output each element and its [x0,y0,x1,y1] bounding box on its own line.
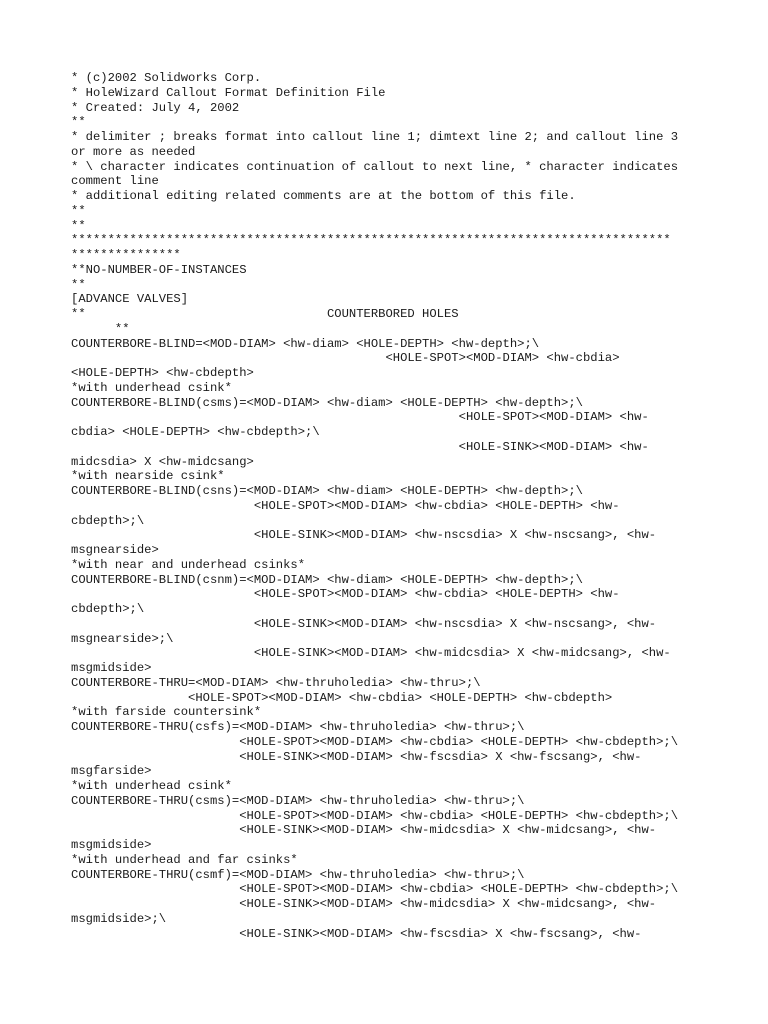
text-line: COUNTERBORE-BLIND(csms)=<MOD-DIAM> <hw-diam> <HOLE-DEPTH> <hw-depth>;\ [71,395,583,410]
text-line: cbdepth>;\ [71,602,145,616]
text-line: COUNTERBORE-BLIND(csnm)=<MOD-DIAM> <hw-diam> <HOLE-DEPTH> <hw-depth>;\ [71,572,583,587]
text-line: msgmidside> [71,661,152,675]
text-line: <HOLE-SPOT><MOD-DIAM> <hw-cbdia> <HOLE-DEPTH> <hw- [71,587,620,602]
text-line: <HOLE-SPOT><MOD-DIAM> <hw-cbdia> <HOLE-DEPTH> <hw-cbdepth>;\ [71,882,679,897]
text-line: <HOLE-SPOT><MOD-DIAM> <hw-cbdia> <HOLE-DEPTH> <hw-cbdepth> [71,690,613,705]
text-line: *************** [71,248,181,262]
text-line: ** [71,115,86,130]
text-line: ** [71,321,130,336]
text-line: *with nearside csink* [71,469,225,484]
text-line: *with underhead and far csinks* [71,852,298,867]
text-line: ********************************************************************************** [71,233,671,248]
text-line: midcsdia> X <hw-midcsang> [71,454,254,469]
text-line: or more as needed [71,144,196,159]
text-line: <HOLE-SINK><MOD-DIAM> <hw-fscsdia> X <hw-fscsang>, <hw- [71,926,642,941]
text-line: msgnearside>;\ [71,631,174,646]
text-line: cbdia> <HOLE-DEPTH> <hw-cbdepth>;\ [71,425,320,439]
text-line: COUNTERBORE-THRU=<MOD-DIAM> <hw-thruholedia> <hw-thru>;\ [71,675,481,690]
text-line: COUNTERBORE-THRU(csfs)=<MOD-DIAM> <hw-thruholedia> <hw-thru>;\ [71,720,525,734]
text-line: ** [71,218,86,233]
text-line: comment line [71,174,159,189]
text-line: <HOLE-SPOT><MOD-DIAM> <hw-cbdia> <HOLE-DEPTH> <hw- [71,498,620,513]
text-line: <HOLE-SINK><MOD-DIAM> <hw-nscsdia> X <hw-nscsang>, <hw- [71,528,657,543]
text-line: [ADVANCE VALVES] [71,292,189,307]
text-line: <HOLE-SINK><MOD-DIAM> <hw-nscsdia> X <hw-nscsang>, <hw- [71,616,657,631]
text-line: *with farside countersink* [71,705,262,720]
text-line: * HoleWizard Callout Format Definition File [71,85,386,100]
text-line: * \ character indicates continuation of callout to next line, * character indicates [71,159,679,174]
text-line: <HOLE-SINK><MOD-DIAM> <hw-midcsdia> X <hw-midcsang>, <hw- [71,823,657,838]
text-line: COUNTERBORE-BLIND(csns)=<MOD-DIAM> <hw-diam> <HOLE-DEPTH> <hw-depth>;\ [71,484,583,498]
text-line: * Created: July 4, 2002 [71,100,240,115]
text-line: <HOLE-SINK><MOD-DIAM> <hw-fscsdia> X <hw-fscsang>, <hw- [71,749,642,764]
text-line: **NO-NUMBER-OF-INSTANCES [71,262,247,277]
text-line: ** [71,203,86,218]
text-line: <HOLE-SPOT><MOD-DIAM> <hw-cbdia> <HOLE-DEPTH> <hw-cbdepth>;\ [71,734,679,749]
text-line: msgfarside> [71,764,152,779]
text-line: cbdepth>;\ [71,513,145,528]
text-line: <HOLE-SPOT><MOD-DIAM> <hw-cbdia> <HOLE-DEPTH> <hw-cbdepth>;\ [71,808,679,823]
text-line: COUNTERBORE-THRU(csms)=<MOD-DIAM> <hw-thruholedia> <hw-thru>;\ [71,793,525,808]
text-line: <HOLE-DEPTH> <hw-cbdepth> [71,366,254,380]
text-line: *with underhead csink* [71,779,232,793]
text-line: COUNTERBORE-THRU(csmf)=<MOD-DIAM> <hw-thruholedia> <hw-thru>;\ [71,867,525,882]
text-line: <HOLE-SPOT><MOD-DIAM> <hw-cbdia> [71,351,620,366]
text-line: *with near and underhead csinks* [71,557,306,572]
text-line: ** [71,277,86,292]
text-line: *with underhead csink* [71,380,232,395]
text-line: msgmidside>;\ [71,911,167,926]
text-line: <HOLE-SINK><MOD-DIAM> <hw-midcsdia> X <hw-midcsang>, <hw- [71,646,671,661]
text-line: <HOLE-SINK><MOD-DIAM> <hw- [71,439,649,454]
text-line: msgnearside> [71,543,159,557]
text-line: ** COUNTERBORED HOLES [71,307,459,321]
text-line: * (c)2002 Solidworks Corp. [71,71,262,85]
text-line: <HOLE-SPOT><MOD-DIAM> <hw- [71,410,649,425]
document-page [71,71,701,941]
text-line: msgmidside> [71,838,152,852]
text-line: COUNTERBORE-BLIND=<MOD-DIAM> <hw-diam> <HOLE-DEPTH> <hw-depth>;\ [71,336,540,351]
text-line: * additional editing related comments are at the bottom of this file. [71,189,576,203]
text-line: * delimiter ; breaks format into callout line 1; dimtext line 2; and callout line 3 [71,130,679,144]
text-line: <HOLE-SINK><MOD-DIAM> <hw-midcsdia> X <hw-midcsang>, <hw- [71,897,657,911]
